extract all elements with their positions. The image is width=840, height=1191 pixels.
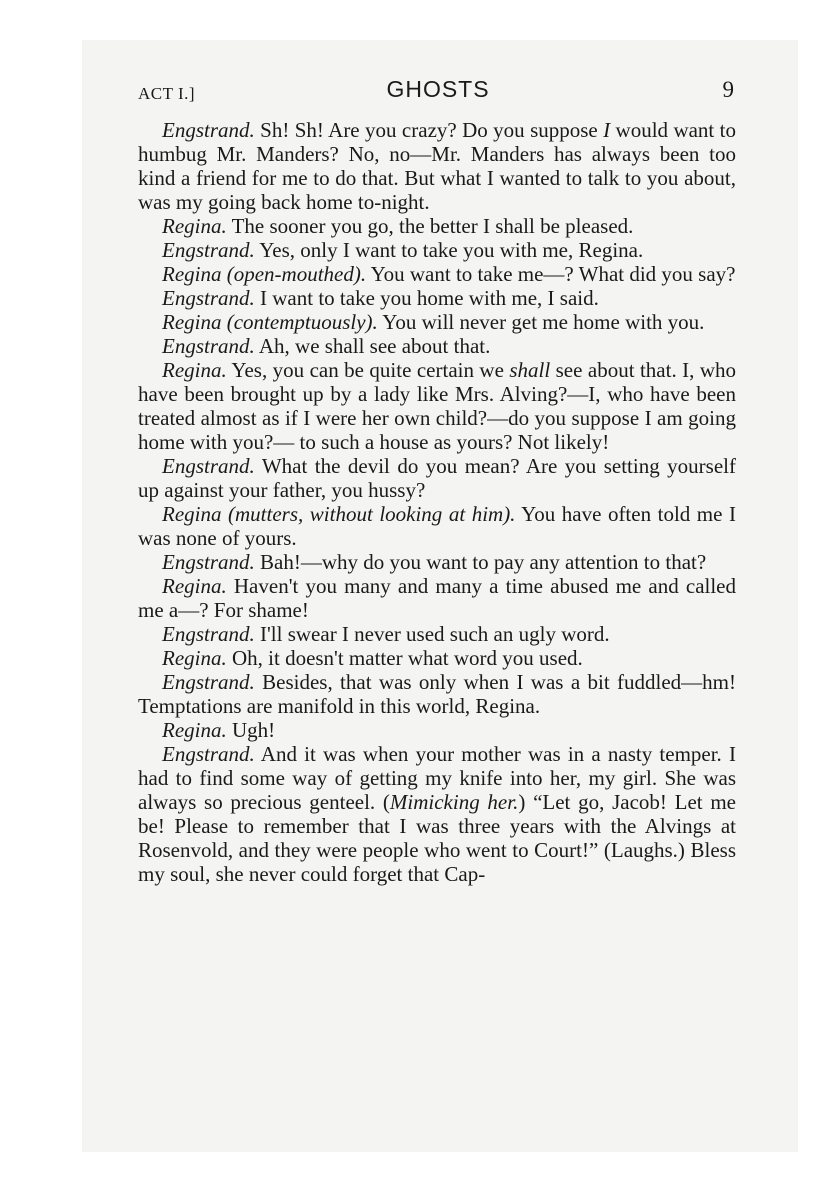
speaker-name: Regina. — [162, 214, 227, 238]
speech-text: And it was when your mother was in a nasty temper. I had to find some way of getting my knife into her, my girl. She was always so precious genteel. ( — [138, 742, 736, 814]
stage-direction: (open-mouthed). — [221, 262, 367, 286]
speech-text: I'll swear I never used such an ugly word. — [254, 622, 610, 646]
dialogue-paragraph — [138, 310, 736, 334]
dialogue-paragraph — [138, 262, 736, 286]
dialogue-paragraph — [138, 286, 736, 310]
emphasis-text: shall — [509, 358, 551, 382]
speech-text: The sooner you go, the better I shall be pleased. — [226, 214, 634, 238]
emphasis-text: I — [603, 118, 611, 142]
speech-text: I want to take you home with me, I said. — [254, 286, 599, 310]
speaker-name: Regina — [162, 502, 222, 526]
dialogue-paragraph — [138, 118, 736, 214]
speech-text: Oh, it doesn't matter what word you used. — [226, 646, 583, 670]
dialogue-paragraph — [138, 622, 736, 646]
dialogue-paragraph — [138, 238, 736, 262]
speaker-name: Engstrand. — [162, 670, 255, 694]
speaker-name: Engstrand. — [162, 286, 255, 310]
dialogue-paragraph — [138, 334, 736, 358]
dialogue-paragraph — [138, 646, 736, 670]
speaker-name: Engstrand. — [162, 742, 255, 766]
stage-direction: (mutters, without looking at him). — [221, 502, 516, 526]
dialogue-paragraph — [138, 550, 736, 574]
stage-direction: Mimicking her. — [389, 790, 519, 814]
speech-text-cont: ) “Let go, Jacob! Let me be! Please to remember that I was three years with the Alvings at Rosenvold, and they were people who went to Court!” (Laughs.) Bless my soul, she never could forget that Cap- — [138, 790, 736, 886]
speaker-name: Regina. — [162, 358, 227, 382]
speaker-name: Engstrand. — [162, 550, 255, 574]
dialogue-paragraph — [138, 358, 736, 454]
speaker-name: Regina — [162, 310, 222, 334]
dialogue-paragraph — [138, 670, 736, 718]
speaker-name: Engstrand. — [162, 238, 255, 262]
stage-direction: (contemptuously). — [221, 310, 378, 334]
speech-text: You have often told me I was none of yours. — [138, 502, 736, 550]
speech-text: Yes, only I want to take you with me, Regina. — [254, 238, 644, 262]
running-title: GHOSTS — [386, 76, 490, 102]
speaker-name: Engstrand. — [162, 454, 255, 478]
running-header — [138, 74, 738, 108]
speech-text: Bah!—why do you want to pay any attention to that? — [254, 550, 707, 574]
dialogue-paragraph — [138, 742, 736, 886]
act-label: ACT I.] — [138, 84, 196, 103]
speaker-name: Regina — [162, 262, 222, 286]
speaker-name: Regina. — [162, 574, 227, 598]
speaker-name: Regina. — [162, 646, 227, 670]
speech-text: Ah, we shall see about that. — [254, 334, 491, 358]
dialogue-paragraph — [138, 718, 736, 742]
dialogue-paragraph — [138, 574, 736, 622]
speaker-name: Engstrand. — [162, 118, 255, 142]
speech-text: What the devil do you mean? Are you setting yourself up against your father, you hussy? — [138, 454, 736, 502]
dialogue-paragraph — [138, 214, 736, 238]
speaker-name: Engstrand. — [162, 334, 255, 358]
speech-text: You want to take me—? What did you say? — [366, 262, 736, 286]
speaker-name: Regina. — [162, 718, 227, 742]
speech-text: Besides, that was only when I was a bit fuddled—hm! Temptations are manifold in this world, Regina. — [138, 670, 736, 718]
speech-text: Sh! Sh! Are you crazy? Do you suppose — [254, 118, 604, 142]
dialogue-body — [138, 118, 736, 886]
speech-text: You will never get me home with you. — [377, 310, 705, 334]
speaker-name: Engstrand. — [162, 622, 255, 646]
speech-text: Yes, you can be quite certain we — [226, 358, 510, 382]
speech-text-cont: see about that. I, who have been brought up by a lady like Mrs. Alving?—I, who have been treated almost as if I were her own child?—do you suppose I am going home with you?— to such a house as yours? Not likely! — [138, 358, 736, 454]
speech-text: Haven't you many and many a time abused me and called me a—? For shame! — [138, 574, 736, 622]
dialogue-paragraph — [138, 454, 736, 502]
speech-text-cont: would want to humbug Mr. Manders? No, no—Mr. Manders has always been too kind a friend for me to do that. But what I wanted to talk to you about, was my going back home to-night. — [138, 118, 736, 214]
speech-text: Ugh! — [226, 718, 276, 742]
page-number: 9 — [722, 77, 734, 102]
dialogue-paragraph — [138, 502, 736, 550]
